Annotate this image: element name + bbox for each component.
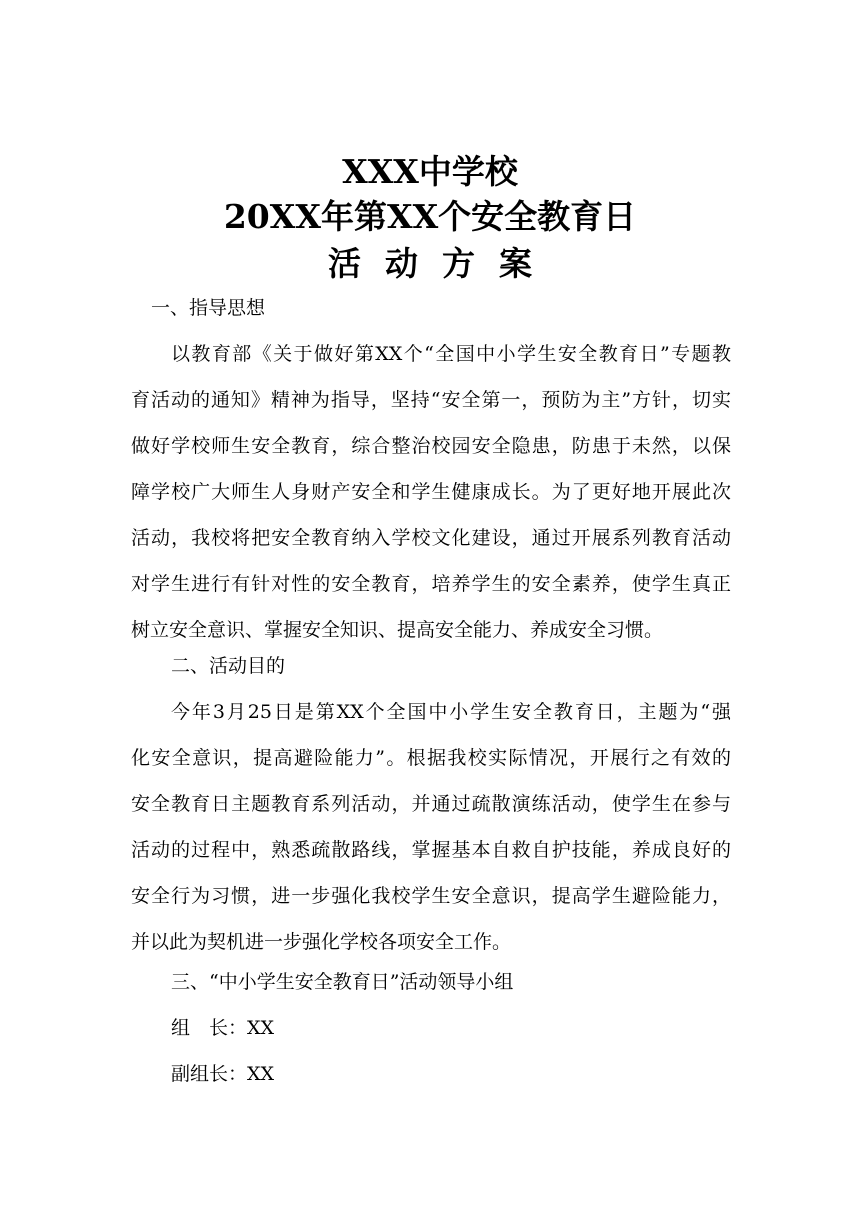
- section-paragraph-activity-purpose: [131, 689, 731, 965]
- paragraph-line: 以教育部《关于做好第XX个“全国中小学生安全教育日”专题教: [171, 343, 731, 365]
- section-paragraph-guiding-ideology: [131, 331, 731, 653]
- document-title-event: 20XX年第XX个安全教育日: [223, 197, 637, 236]
- paragraph-line: 障学校广大师生人身财产安全和学生健康成长。为了更好地开展此次: [131, 481, 731, 503]
- leader-row-deputy-leader: [171, 1062, 274, 1086]
- paragraph-line: 做好学校师生安全教育，综合整治校园安全隐患，防患于未然，以保: [131, 435, 731, 457]
- paragraph-line: 并以此为契机进一步强化学校各项安全工作。: [131, 931, 512, 953]
- paragraph-line: 育活动的通知》精神为指导，坚持“安全第一，预防为主”方针，切实: [131, 389, 731, 411]
- leader-role: 组 长：: [171, 1017, 248, 1039]
- section-heading-activity-purpose: 二、活动目的: [171, 655, 286, 677]
- paragraph-line: 安全行为习惯，进一步强化我校学生安全意识，提高学生避险能力，: [131, 885, 731, 907]
- leader-role: 副组长：: [171, 1063, 248, 1085]
- paragraph-line: 今年3月25日是第XX个全国中小学生安全教育日，主题为“强: [171, 701, 731, 723]
- leader-name: XX: [247, 1063, 275, 1085]
- section-heading-guiding-ideology: 一、指导思想: [151, 297, 266, 319]
- leader-name: XX: [247, 1017, 275, 1039]
- paragraph-line: 化安全意识，提高避险能力”。根据我校实际情况，开展行之有效的: [131, 747, 731, 769]
- paragraph-line: 树立安全意识、掌握安全知识、提高安全能力、养成安全习惯。: [131, 619, 664, 641]
- document-title-school: XXX中学校: [342, 152, 518, 191]
- paragraph-line: 对学生进行有针对性的安全教育，培养学生的安全素养，使学生真正: [131, 573, 731, 595]
- section-heading-leadership-group: 三、“中小学生安全教育日”活动领导小组: [171, 971, 514, 993]
- paragraph-line: 安全教育日主题教育系列活动，并通过疏散演练活动，使学生在参与: [131, 793, 731, 815]
- document-title-plan: 活动方案: [328, 244, 556, 283]
- paragraph-line: 活动的过程中，熟悉疏散路线，掌握基本自救自护技能，养成良好的: [131, 839, 731, 861]
- leader-row-leader: [171, 1016, 274, 1040]
- paragraph-line: 活动，我校将把安全教育纳入学校文化建设，通过开展系列教育活动: [131, 527, 731, 549]
